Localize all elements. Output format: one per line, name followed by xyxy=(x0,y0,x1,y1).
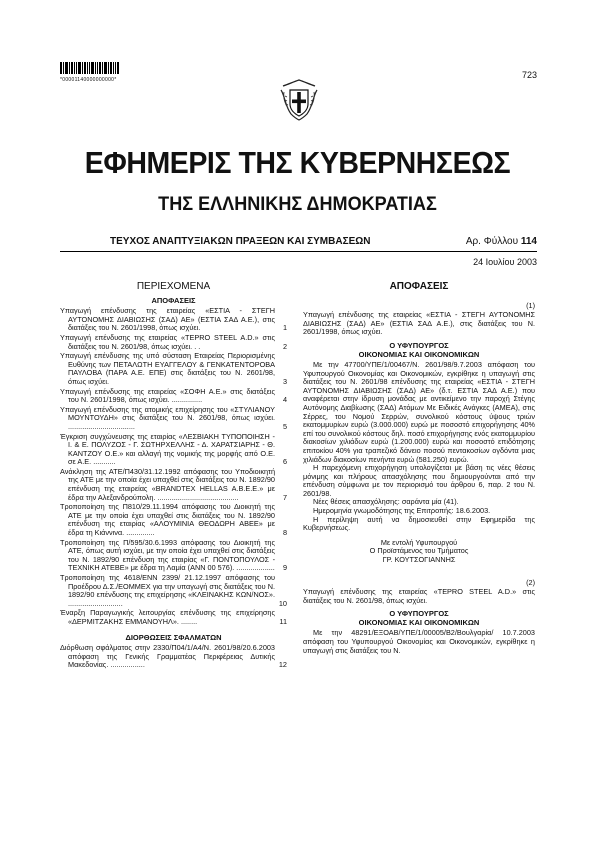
toc-item[interactable] xyxy=(60,539,287,573)
toc-section-corrections: ΔΙΟΡΘΩΣΕΙΣ ΣΦΑΛΜΑΤΩΝ xyxy=(125,632,222,642)
toc-item[interactable] xyxy=(60,388,287,405)
toc-item[interactable] xyxy=(60,609,287,626)
toc-item[interactable] xyxy=(60,433,287,467)
header-divider xyxy=(60,251,537,252)
toc-item-text: Υπαγωγή επένδυσης της ατομικής επιχείρησης του «ΣΤΥΛΙΑΝΟΥ ΜΟΥΝΤΟΥΔΗ» στις διατάξεις του Ν. 2601/98, όπως ισχύει. ................................. xyxy=(60,404,275,431)
decisions-column xyxy=(303,283,535,655)
toc-item-page: 6 xyxy=(282,457,287,467)
decision-authority: Ο ΥΦΥΠΟΥΡΓΟΣ ΟΙΚΟΝΟΜΙΑΣ ΚΑΙ ΟΙΚΟΝΟΜΙΚΩΝ xyxy=(358,609,480,628)
series-title: ΤΕΥΧΟΣ ΑΝΑΠΤΥΞΙΑΚΩΝ ΠΡΑΞΕΩΝ ΚΑΙ ΣΥΜΒΑΣΕΩΝ xyxy=(110,236,371,247)
toc-item-text: Υπαγωγή επένδυσης της υπό σύσταση Εταιρείας Περιορισμένης Ευθύνης των ΠΕΤΑΛΩΤΗ ΕΥΑΓΓΕΛΟΥ & ΓΕΝΚΑΤΕΝΤΟΡΟΒΑ ΠΑΥΛΟΒΑ (ΠΑΡΑ Α.Ε. ΕΠΕ) στις διατάξεις του Ν. 2601/98, όπως ισχύει. xyxy=(60,351,275,386)
toc-item-page: 9 xyxy=(282,563,287,573)
signature-line-2: Ο Προϊστάμενος του Τμήματος xyxy=(369,546,469,556)
toc-item-text: Υπαγωγή επένδυσης της εταιρείας «ΕΣΤΙΑ - ΣΤΕΓΗ ΑΥΤΟΝΟΜΗΣ ΔΙΑΒΙΩΣΗΣ (ΣΑΔ) ΑΕ» (ΕΣΤΙΑ ΣΑΔ Α.Ε.), στις διατάξεις του Ν. 2601/1998, όπως ισχύει. xyxy=(60,306,275,333)
toc-item-page: 3 xyxy=(282,376,287,386)
decision-paragraph: Νέες θέσεις απασχόλησης: σαράντα μία (41). xyxy=(313,497,459,507)
decision-title: Υπαγωγή επένδυσης της εταιρείας «ΕΣΤΙΑ - ΣΤΕΓΗ ΑΥΤΟΝΟΜΗΣ ΔΙΑΒΙΩΣΗΣ (ΣΑΔ) ΑΕ» (ΕΣΤΙΑ ΣΑΔ Α.Ε.), στις διατάξεις του Ν. 2601/1998, όπως ισχύει. xyxy=(303,310,535,337)
decision-authority: Ο ΥΦΥΠΟΥΡΓΟΣ ΟΙΚΟΝΟΜΙΑΣ ΚΑΙ ΟΙΚΟΝΟΜΙΚΩΝ xyxy=(358,340,480,359)
toc-item-page: 10 xyxy=(278,598,287,608)
sheet-number xyxy=(466,236,537,247)
decision-paragraph: Με την 48291/ΕΞΟΑΒ/ΥΠΕ/1/00005/Β2/Βουλγαρία/ 10.7.2003 απόφαση του Υφυπουργού Οικονομίας και Οικονομικών, εγκρίθηκε η υπαγωγή στις διατάξεις του Ν. xyxy=(303,628,535,655)
toc-item-text: Έναρξη Παραγωγικής λειτουργίας επένδυσης της επιχείρησης «ΔΕΡΜΙΤΖΑΚΗΣ ΕΜΜΑΝΟΥΗΛ». ........ xyxy=(60,608,275,626)
toc-item-page: 7 xyxy=(282,492,287,502)
toc-item[interactable] xyxy=(60,307,287,333)
gazette-subtitle: ΤΗΣ ΕΛΛΗΝΙΚΗΣ ΔΗΜΟΚΡΑΤΙΑΣ xyxy=(158,194,437,215)
decision-paragraph: Η περίληψη αυτή να δημοσιευθεί στην Εφημερίδα της Κυβερνήσεως. xyxy=(303,514,535,533)
toc-item-text: Ανάκληση της ΑΤΕ/Π430/31.12.1992 απόφασης του Υποδιοικητή της ΑΤΕ με την οποία έχει υπαχθεί στις διατάξεις του Ν. 1892/90 επένδυση της εταιρείας «BRANDTEX HELLAS A.B.E.E.» με έδρα την Αλεξανδρούπολη. ........................................ xyxy=(60,466,275,502)
toc-item-page: 4 xyxy=(282,395,287,405)
toc-item[interactable] xyxy=(60,334,287,351)
toc-item[interactable] xyxy=(60,574,287,608)
toc-item-page: 1 xyxy=(282,323,287,333)
decision-number: (1) xyxy=(526,300,535,310)
barcode xyxy=(60,62,120,74)
toc-item[interactable] xyxy=(60,503,287,537)
signature-block xyxy=(303,539,535,565)
toc-section-decisions: ΑΠΟΦΑΣΕΙΣ xyxy=(151,295,196,305)
gazette-title: ΕΦΗΜΕΡΙΣ ΤΗΣ ΚΥΒΕΡΝΗΣΕΩΣ xyxy=(84,145,511,180)
signature-line-1: Με εντολή Υφυπουργού xyxy=(380,537,458,547)
decision-paragraph: Η παρεχόμενη επιχορήγηση υπολογίζεται με βάση τις νέες θέσεις μόνιμης και πλήρους απασχόλησης που δημιουργούνται από την επένδυση σύμφωνα με τον περιορισμό του άρθρου 6, παρ. 2 του Ν. 2601/98. xyxy=(303,463,535,498)
toc-item[interactable] xyxy=(60,644,287,670)
toc-item-page: 8 xyxy=(282,528,287,538)
sheet-label: Αρ. Φύλλου xyxy=(465,236,519,247)
toc-item[interactable] xyxy=(60,406,287,432)
toc-item[interactable] xyxy=(60,352,287,386)
table-of-contents xyxy=(60,283,287,671)
toc-item-text: Τροποποίηση της 4618/ΕΝΝ 2399/ 21.12.1997 απόφασης του Προέδρου Δ.Σ./ΕΟΜΜΕΧ για την υπαγωγή στις διατάξεις του Ν. 1892/90 επένδυσης της επιχείρησης «ΚΛΕΙΝΑΚΗΣ ΚΩΝ/ΝΟΣ». ........................... xyxy=(60,573,275,608)
toc-item-text: Υπαγωγή επένδυσης της εταιρείας «TEPRO STEEL A.D.» στις διατάξεις του Ν. 2601/98, όπως ισχύει. . . xyxy=(60,332,275,351)
sheet-value: 114 xyxy=(520,236,537,247)
decision-title: Υπαγωγή επένδυσης της εταιρείας «TEPRO STEEL A.D.» στις διατάξεις του Ν. 2601/98, όπως ισχύει. xyxy=(303,587,535,605)
toc-item-text: Τροποποίηση της Π810/29.11.1994 απόφασης του Διοικητή της ΑΤΕ με την οποία έχει υπαχθεί στις διατάξεις του Ν. 1892/90 επένδυση της εταιρίας «ΑΛΟΥΜΙΝΙΑ ΘΕΟΔΩΡΗ ΑΒΕΕ» με έδρα τη Κιάννινα. .............. xyxy=(60,502,275,538)
signature-name: ΓΡ. ΚΟΥΤΣΟΓΙΑΝΝΗΣ xyxy=(382,555,456,565)
toc-item[interactable] xyxy=(60,468,287,502)
toc-heading: ΠΕΡΙΕΧΟΜΕΝΑ xyxy=(136,281,211,292)
decision-paragraph: Με την 47700/ΥΠΕ/1/00467/Ν. 2601/98/9.7.2003 απόφαση του Υφυπουργού Οικονομίας και Οικονομικών, εγκρίθηκε η υπαγωγή στις διατάξεις του Ν. 2601/98 επένδυσης της εταιρείας «ΕΣΤΙΑ - ΣΤΕΓΗ ΑΥΤΟΝΟΜΗΣ ΔΙΑΒΙΩΣΗΣ (ΣΑΔ) ΑΕ» (δ.τ. ΕΣΤΙΑ ΣΑΔ Α.Ε.) που αναφέρεται στην ίδρυση μονάδας με αντικείμενο την παροχή Στέγης Αυτόνομης Διαβίωσης (ΣΑΔ) Ατόμων Με Ειδικές Ανάγκες (ΑΜΕΑ), στις Σέρρες, του Νομού Σερρών, συνολικού κόστους ύψους τριών εκατομμυρίων ευρώ (3.000.000) ευρώ με ποσοστό επιχορήγησης 40% επί του συνολικού κόστους δηλ. ποσό επιχορήγησης ενός εκατομμυρίου διακοσίων χιλιάδων ευρώ (1.200.000) ευρώ και ποσοστό επιδότησης επιτοκίου 40% για τραπεζικό δάνειο ποσού πεντακοσίων ογδόντα μιας χιλιάδων διακοσίων πενήντα ευρώ (581.250) ευρώ. xyxy=(303,359,535,464)
toc-item-text: Διόρθωση σφάλματος στην 2330/Π04/1/Α4/Ν. 2601/98/20.6.2003 απόφαση της Γενικής Γραμματέας Περιφέρειας Δυτικής Μακεδονίας. ................. xyxy=(60,643,275,670)
toc-item-page: 2 xyxy=(282,341,287,351)
toc-item-page: 5 xyxy=(282,421,287,431)
toc-item-text: Έγκριση συγχώνευσης της εταιρίας «ΛΕΣΒΙΑΚΗ ΤΥΠΟΠΟΙΗΣΗ - Ι. & Ε. ΠΟΛΥΖΟΣ - Γ. ΣΩΤΗΡΧΕΛΛΗΣ - Δ. ΧΑΡΑΤΣΙΑΡΗΣ - Θ. ΚΑΝΤΖΟΥ Ο.Ε.» και αλλαγή της νομικής της μορφής από Ο.Ε. σε Α.Ε. ........... xyxy=(60,431,275,467)
issue-date: 24 Ιουλίου 2003 xyxy=(473,257,537,267)
barcode-number: *00001140000000000* xyxy=(60,77,117,83)
toc-item-text: Υπαγωγή επένδυσης της εταιρείας «ΣΟΦΗ Α.Ε.» στις διατάξεις του Ν. 2601/1998, όπως ισχύει. ............... xyxy=(60,386,275,405)
greek-coat-of-arms-icon xyxy=(279,76,319,122)
toc-item-page: 12 xyxy=(278,660,287,670)
page-number: 723 xyxy=(521,70,537,80)
toc-item-page: 11 xyxy=(279,616,287,626)
decision-number: (2) xyxy=(526,577,535,587)
decision-paragraph: Ημερομηνία γνωμοδότησης της Επιτροπής: 18.6.2003. xyxy=(313,506,491,516)
toc-item-text: Τροποποίηση της Π/595/30.6.1993 απόφασης του Διοικητή της ΑΤΕ, όπως αυτή ισχύει, με την οποία έχει υπαχθεί στις διατάξεις του Ν. 1892/90 επένδυση της εταιρίας «Γ. ΠΟΝΤΟΠΟΥΛΟΣ - ΤΕΧΝΙΚΗ ΑΤΕΒΕ» με έδρα τη Λαμία (ΑΝΝ 00 576). ................... xyxy=(60,537,275,573)
decisions-heading: ΑΠΟΦΑΣΕΙΣ xyxy=(389,281,449,292)
